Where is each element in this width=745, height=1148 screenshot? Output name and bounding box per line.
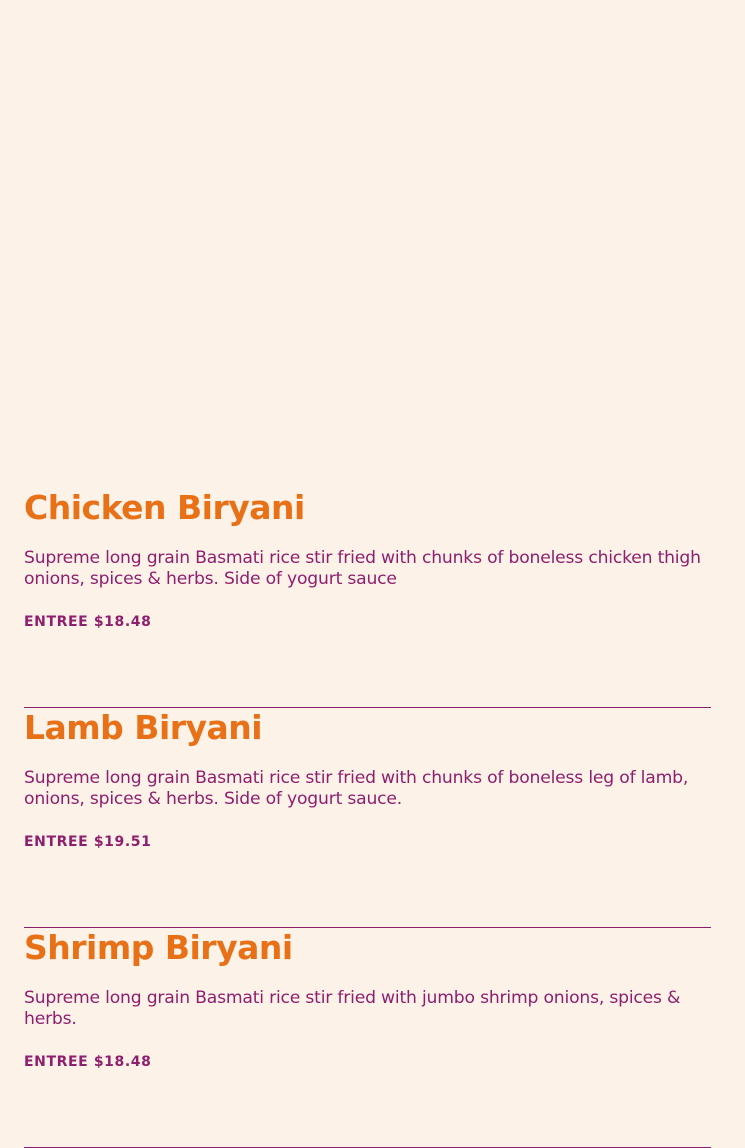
price-label: ENTREE — [24, 834, 94, 850]
menu-item-shrimp-biryani[interactable] — [24, 928, 711, 1148]
price-label: ENTREE — [24, 614, 94, 630]
price-value: $18.48 — [93, 1054, 152, 1070]
menu-item-lamb-biryani[interactable] — [24, 708, 711, 928]
menu-item-title: Shrimp Biryani — [24, 928, 293, 967]
menu-item-price — [24, 1054, 151, 1070]
menu-item-description: Supreme long grain Basmati rice stir fried with chunks of boneless chicken thigh onions, spices & herbs. Side of yogurt sauce — [24, 548, 701, 589]
price-label: ENTREE — [24, 1054, 94, 1070]
menu-item-price — [24, 834, 151, 850]
menu-item-title: Chicken Biryani — [24, 488, 305, 527]
menu-item-price — [24, 614, 151, 630]
menu-item-description: Supreme long grain Basmati rice stir fried with chunks of boneless leg of lamb, onions, spices & herbs. Side of yogurt sauce. — [24, 768, 689, 809]
menu-item-description: Supreme long grain Basmati rice stir fried with jumbo shrimp onions, spices & herbs. — [24, 988, 681, 1029]
price-value: $18.48 — [93, 614, 152, 630]
price-value: $19.51 — [93, 834, 152, 850]
menu-item-title: Lamb Biryani — [24, 708, 263, 747]
menu-item-chicken-biryani[interactable] — [24, 488, 711, 708]
menu-list — [24, 488, 711, 1148]
